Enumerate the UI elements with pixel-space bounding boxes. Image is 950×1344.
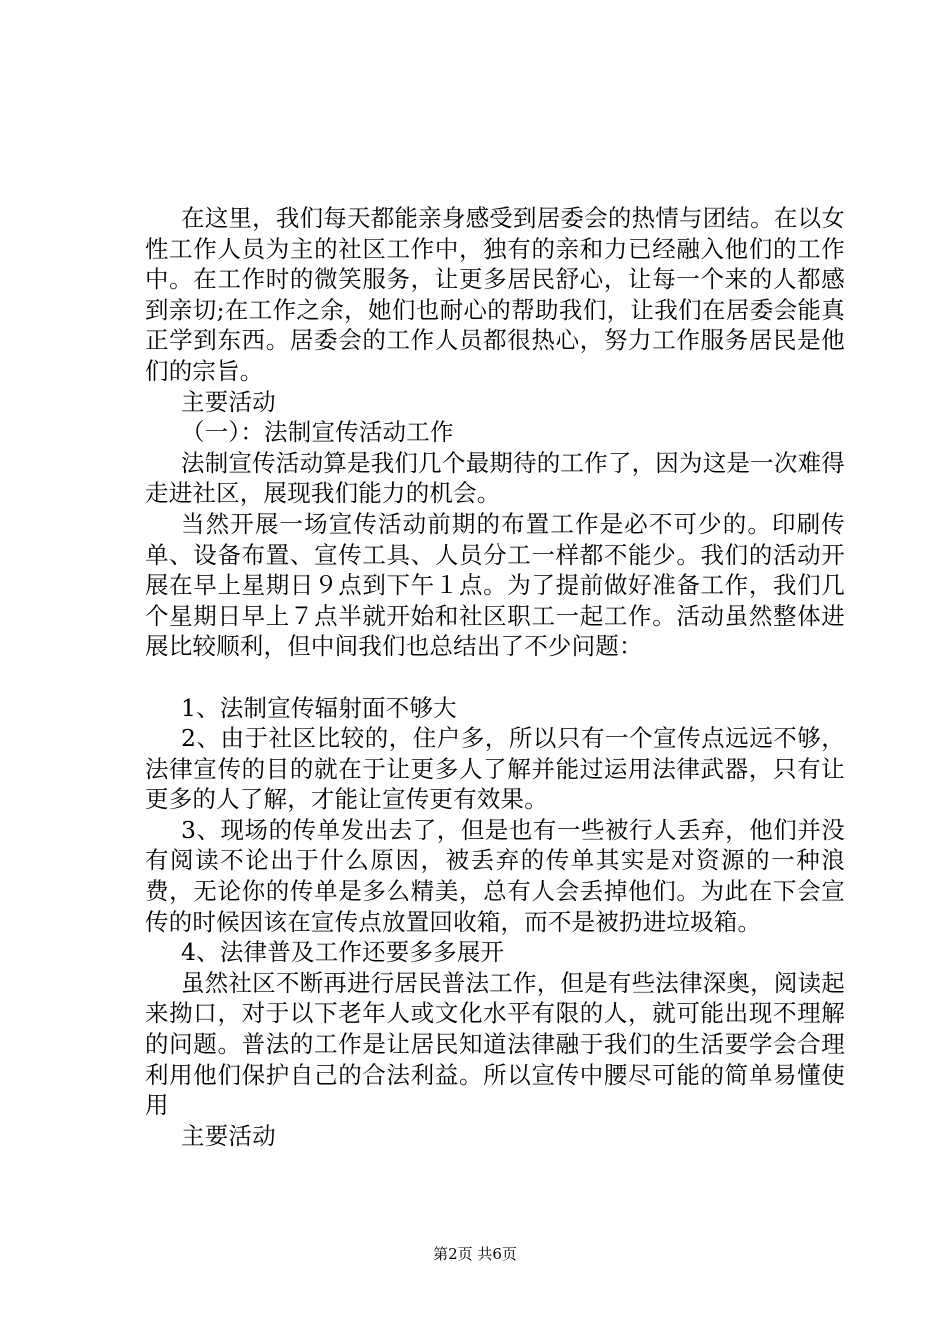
- list-item-heading: 1、法制宣传辐射面不够大: [181, 693, 457, 722]
- paragraph: 在这里，我们每天都能亲身感受到居委会的热情与团结。在以女性工作人员为主的社区工作中，独有的亲和力已经融入他们的工作中。在工作时的微笑服务，让更多居民舒心，让每一个来的人都感到亲切;在工作之余，她们也耐心的帮助我们，让我们在居委会能真正学到东西。居委会的工作人员都很热心，努力工作服务居民是他们的宗旨。: [145, 204, 845, 385]
- page-footer: [0, 1244, 950, 1264]
- list-item-heading: 4、法律普及工作还要多多展开: [181, 938, 505, 967]
- section-heading: 主要活动: [181, 1121, 276, 1150]
- paragraph: 当然开展一场宣传活动前期的布置工作是必不可少的。印刷传单、设备布置、宣传工具、人员分工一样都不能少。我们的活动开展在早上星期日９点到下午１点。为了提前做好准备工作，我们几个星期日早上７点半就开始和社区职工一起工作。活动虽然整体进展比较顺利，但中间我们也总结出了不少问题：: [145, 509, 845, 661]
- paragraph: 虽然社区不断再进行居民普法工作，但是有些法律深奥，阅读起来拗口，对于以下老年人或文化水平有限的人，就可能出现不理解的问题。普法的工作是让居民知道法律融于我们的生活要学会合理利用他们保护自己的合法利益。所以宣传中腰尽可能的简单易懂使用: [145, 968, 845, 1120]
- paragraph: 3、现场的传单发出去了，但是也有一些被行人丢弃，他们并没有阅读不论出于什么原因，被丢弃的传单其实是对资源的一种浪费，无论你的传单是多么精美，总有人会丢掉他们。为此在下会宣传的时候因该在宣传点放置回收箱，而不是被扔进垃圾箱。: [145, 815, 845, 936]
- paragraph: 法制宣传活动算是我们几个最期待的工作了，因为这是一次难得走进社区，展现我们能力的机会。: [145, 448, 845, 508]
- paragraph: 2、由于社区比较的，住户多，所以只有一个宣传点远远不够，法律宣传的目的就在于让更多人了解并能过运用法律武器，只有让更多的人了解，才能让宣传更有效果。: [145, 724, 845, 814]
- page-number-label: 第2页 共6页: [433, 1245, 517, 1263]
- section-heading: 主要活动: [181, 387, 276, 416]
- subsection-heading: （一）：法制宣传活动工作: [181, 418, 454, 447]
- blank-line: [145, 662, 845, 693]
- document-body: [145, 203, 845, 1151]
